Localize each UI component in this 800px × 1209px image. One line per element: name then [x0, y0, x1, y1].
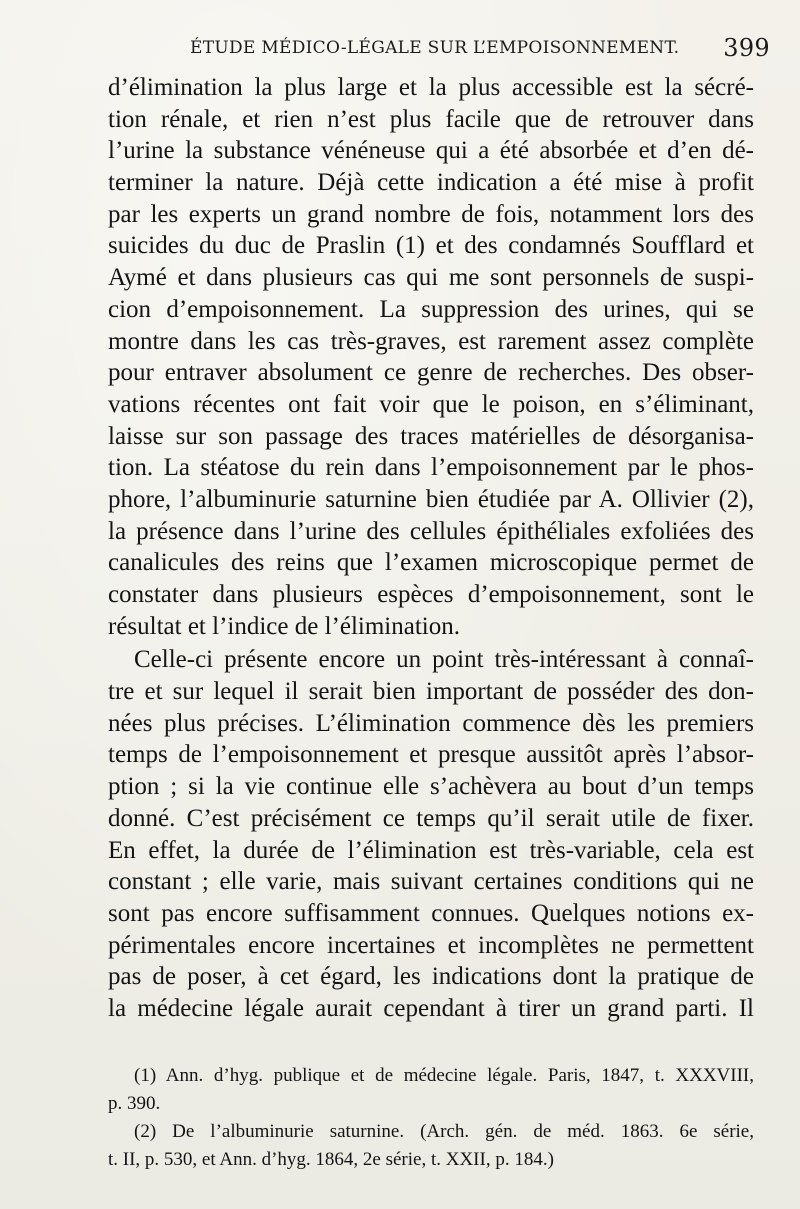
text-line: pas de poser, à cet égard, les indications dont la pratique de — [108, 963, 754, 991]
text-line: suicides du duc de Praslin (1) et des condamnés Soufflard et — [108, 232, 754, 260]
text-line: donné. C’est précisément ce temps qu’il serait utile de fixer. — [108, 804, 754, 832]
text-line: cion d’empoisonnement. La suppression des urines, qui se — [108, 295, 754, 323]
text-line: En effet, la durée de l’élimination est très-variable, cela est — [108, 836, 754, 864]
body-text — [108, 72, 754, 1025]
footnotes — [108, 1062, 754, 1174]
text-line: Aymé et dans plusieurs cas qui me sont personnels de suspi- — [108, 264, 754, 292]
text-line: Celle-ci présente encore un point très-intéressant à connaî- — [134, 646, 754, 674]
text-line: résultat et l’indice de l’élimination. — [108, 612, 460, 640]
text-line: temps de l’empoisonnement et presque aussitôt après l’absor- — [108, 741, 754, 769]
text-line: phore, l’albuminurie saturnine bien étudiée par A. Ollivier (2), — [108, 485, 754, 513]
page-number: 399 — [723, 34, 770, 62]
text-line: pour entraver absolument ce genre de recherches. Des obser- — [108, 359, 754, 387]
text-line: sont pas encore suffisamment connues. Quelques notions ex- — [108, 899, 754, 927]
text-line: constant ; elle varie, mais suivant certaines conditions qui ne — [108, 868, 754, 896]
text-line: nées plus précises. L’élimination commence dès les premiers — [108, 709, 754, 737]
footnote-line: (2) De l’albuminurie saturnine. (Arch. gén. de méd. 1863. 6e série, — [134, 1121, 754, 1142]
footnote-line: t. II, p. 530, et Ann. d’hyg. 1864, 2e série, t. XXII, p. 184.) — [108, 1149, 554, 1170]
text-line: montre dans les cas très-graves, est rarement assez complète — [108, 327, 754, 355]
text-line: vations récentes ont fait voir que le poison, en s’éliminant, — [108, 390, 754, 418]
text-line: périmentales encore incertaines et incomplètes ne permettent — [108, 931, 754, 959]
text-line: la présence dans l’urine des cellules épithéliales exfoliées des — [108, 517, 754, 545]
text-line: ption ; si la vie continue elle s’achèvera au bout d’un temps — [108, 773, 754, 801]
text-line: laisse sur son passage des traces matérielles de désorganisa- — [108, 422, 754, 450]
text-line: tion. La stéatose du rein dans l’empoisonnement par le phos- — [108, 454, 754, 482]
text-line: canalicules des reins que l’examen microscopique permet de — [108, 549, 754, 577]
footnote-line: (1) Ann. d’hyg. publique et de médecine légale. Paris, 1847, t. XXXVIII, — [134, 1065, 754, 1086]
text-line: tre et sur lequel il serait bien important de posséder des don- — [108, 678, 754, 706]
text-line: terminer la nature. Déjà cette indication a été mise à profit — [108, 169, 754, 197]
text-line: par les experts un grand nombre de fois, notamment lors des — [108, 200, 754, 228]
text-line: constater dans plusieurs espèces d’empoisonnement, sont le — [108, 581, 754, 608]
running-head — [190, 34, 770, 64]
text-line: la médecine légale aurait cependant à tirer un grand parti. Il — [108, 994, 754, 1022]
running-title: ÉTUDE MÉDICO-LÉGALE SUR L’EMPOISONNEMENT. — [190, 38, 680, 58]
footnote-line: p. 390. — [108, 1093, 161, 1114]
text-line: tion rénale, et rien n’est plus facile que de retrouver dans — [108, 105, 754, 133]
text-line: l’urine la substance vénéneuse qui a été absorbée et d’en dé- — [108, 137, 754, 165]
text-line: d’élimination la plus large et la plus accessible est la sécré- — [108, 74, 754, 101]
